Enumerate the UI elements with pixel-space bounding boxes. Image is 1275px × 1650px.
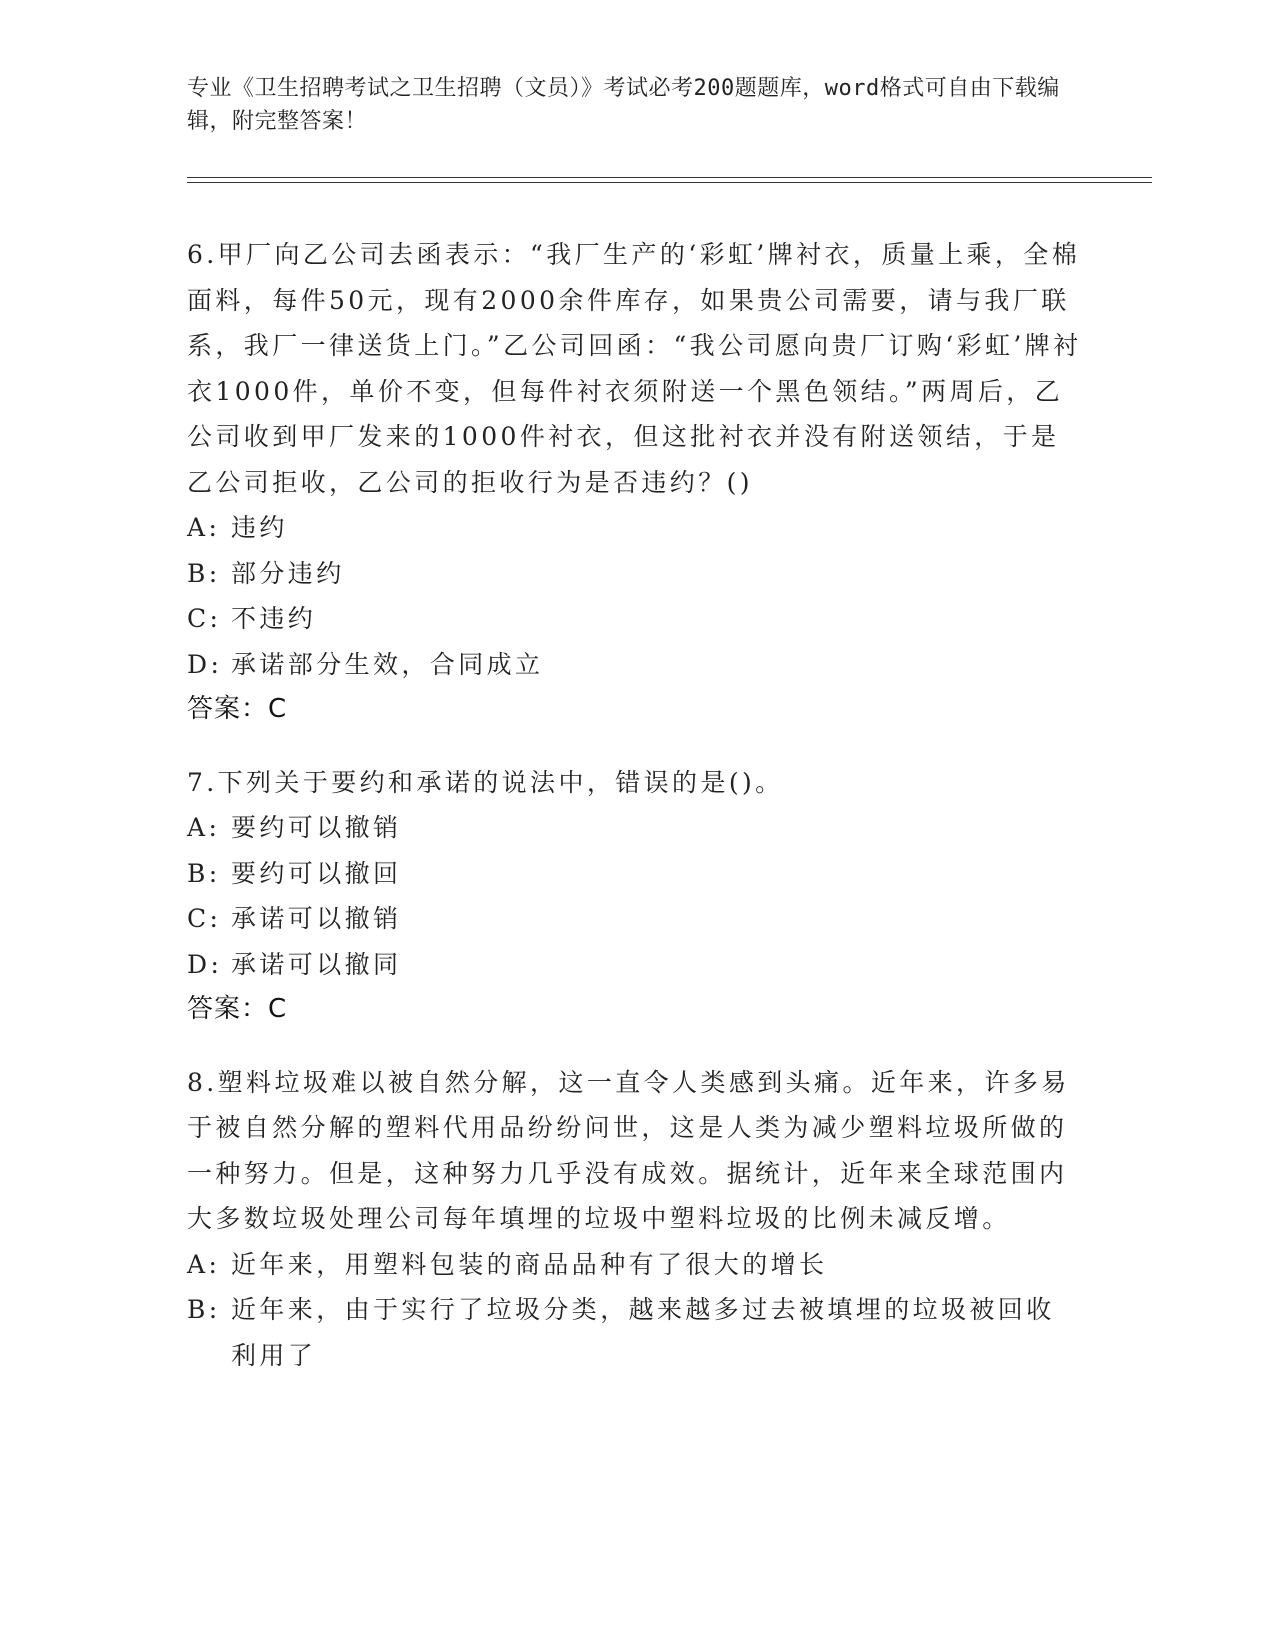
question-8 — [187, 1060, 1082, 1379]
question-stem: 6.甲厂向乙公司去函表示：“我厂生产的‘彩虹’牌衬衣，质量上乘，全棉面料，每件50元，现有2000余件库存，如果贵公司需要，请与我厂联系，我厂一律送货上门。”乙公司回函：“我公司愿向贵厂订购‘彩虹’牌衬衣1000件，单价不变，但每件衬衣须附送一个黑色领结。”两周后，乙公司收到甲厂发来的1000件衬衣，但这批衬衣并没有附送领结，于是乙公司拒收，乙公司的拒收行为是否违约？() — [187, 240, 1082, 497]
question-stem: 7.下列关于要约和承诺的说法中，错误的是()。 — [187, 767, 784, 797]
answer-line: 答案：C — [187, 694, 288, 724]
option-text: 要约可以撤回 — [231, 858, 402, 888]
question-6 — [187, 232, 1082, 733]
option-letter: B: — [187, 858, 221, 888]
option-letter: C: — [187, 904, 222, 933]
option-text: 违约 — [231, 513, 288, 542]
option-d — [187, 642, 1082, 688]
option-b — [187, 1287, 1082, 1378]
option-letter: D: — [187, 649, 223, 679]
option-a — [187, 505, 1082, 551]
option-d — [187, 942, 1082, 988]
option-text: 近年来，由于实行了垃圾分类，越来越多过去被填埋的垃圾被回收利用了 — [231, 1295, 1055, 1370]
option-c — [187, 596, 1082, 642]
option-a — [187, 805, 1082, 851]
option-text: 不违约 — [231, 604, 317, 633]
option-b — [187, 851, 1082, 897]
option-text: 承诺部分生效，合同成立 — [231, 649, 544, 679]
option-text: 承诺可以撤同 — [231, 949, 402, 979]
option-text: 要约可以撤销 — [231, 813, 402, 842]
option-b — [187, 551, 1082, 597]
option-letter: A: — [187, 513, 221, 542]
question-7 — [187, 760, 1082, 1033]
question-stem: 8.塑料垃圾难以被自然分解，这一直令人类感到头痛。近年来，许多易于被自然分解的塑料代用品纷纷问世，这是人类为减少塑料垃圾所做的一种努力。但是，这种努力几乎没有成效。据统计，近年来全球范围内大多数垃圾处理公司每年填埋的垃圾中塑料垃圾的比例未减反增。 — [187, 1067, 1070, 1233]
option-letter: D: — [187, 949, 223, 979]
document-header: 专业《卫生招聘考试之卫生招聘（文员）》考试必考200题题库，word格式可自由下载编辑，附完整答案！ — [187, 76, 1060, 134]
option-text: 部分违约 — [231, 558, 345, 588]
option-letter: C: — [187, 604, 222, 633]
option-letter: A: — [187, 813, 221, 842]
question-list — [187, 232, 1082, 1405]
option-text: 近年来，用塑料包装的商品品种有了很大的增长 — [231, 1249, 828, 1279]
option-a — [187, 1242, 1082, 1288]
option-letter: A: — [187, 1249, 221, 1279]
option-text: 承诺可以撤销 — [231, 904, 402, 933]
option-letter: B: — [187, 558, 221, 588]
answer-line: 答案：C — [187, 994, 288, 1024]
option-c — [187, 896, 1082, 942]
option-letter: B: — [187, 1295, 221, 1324]
header-divider-bottom — [187, 182, 1152, 183]
header-divider-top — [187, 177, 1152, 178]
